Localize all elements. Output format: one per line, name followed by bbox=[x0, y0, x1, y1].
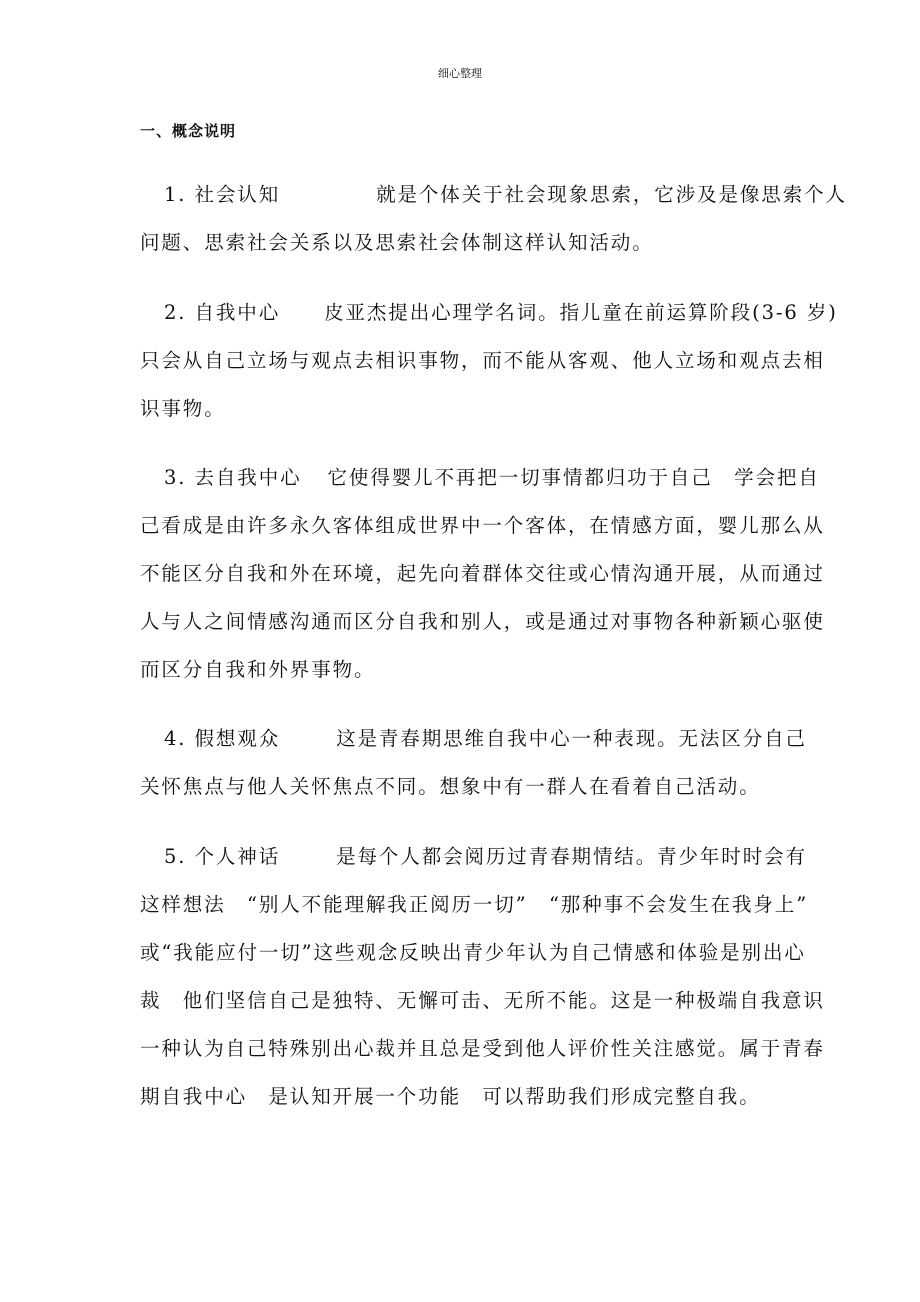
paragraph-4-line-2: 关怀焦点与他人关怀焦点不同。想象中有一群人在看着自己活动。 bbox=[140, 775, 761, 798]
paragraph-5-line-6: 期自我中心 是认知开展一个功能 可以帮助我们形成完整自我。 bbox=[140, 1085, 761, 1108]
definition-text: 皮亚杰提出心理学名词。指儿童在前运算阶段(3-6 岁) bbox=[324, 301, 838, 324]
definition-text: 这是青春期思维自我中心一种表现。无法区分自己 bbox=[336, 727, 807, 750]
paragraph-5-line-5: 一种认为自己特殊别出心裁并且总是受到他人评价性关注感觉。属于青春 bbox=[140, 1037, 825, 1060]
definition-text: 它使得婴儿不再把一切事情都归功于自己 学会把自 bbox=[327, 466, 820, 489]
paragraph-5-line-1 bbox=[164, 845, 807, 869]
paragraph-3-line-2: 己看成是由许多永久客体组成世界中一个客体，在情感方面，婴儿那么从 bbox=[140, 514, 825, 537]
term-label: 2. 自我中心 bbox=[164, 301, 281, 324]
paragraph-3-line-5: 而区分自我和外界事物。 bbox=[140, 658, 376, 681]
paragraph-5-line-3: 或“我能应付一切”这些观念反映出青少年认为自己情感和体验是别出心 bbox=[140, 941, 806, 964]
paragraph-1-line-2: 问题、思索社会关系以及思索社会体制这样认知活动。 bbox=[140, 231, 654, 254]
paragraph-3-line-3: 不能区分自我和外在环境，起先向着群体交往或心情沟通开展，从而通过 bbox=[140, 562, 825, 585]
paragraph-2-line-3: 识事物。 bbox=[140, 397, 226, 420]
term-label: 3. 去自我中心 bbox=[164, 466, 302, 489]
paragraph-5-line-2: 这样想法 “别人不能理解我正阅历一切” “那种事不会发生在我身上” bbox=[140, 893, 809, 916]
term-label: 5. 个人神话 bbox=[164, 845, 281, 868]
paragraph-3-line-1 bbox=[164, 466, 820, 490]
page-header: 细心整理 bbox=[438, 67, 482, 80]
term-label: 4. 假想观众 bbox=[164, 727, 281, 750]
definition-text: 就是个体关于社会现象思索，它涉及是像思索个人 bbox=[376, 183, 847, 206]
section-title: 一、概念说明 bbox=[140, 122, 237, 140]
paragraph-5-line-4: 裁 他们坚信自己是独特、无懈可击、无所不能。这是一种极端自我意识 bbox=[140, 989, 825, 1012]
term-label: 1. 社会认知 bbox=[164, 183, 281, 206]
paragraph-2-line-2: 只会从自己立场与观点去相识事物，而不能从客观、他人立场和观点去相 bbox=[140, 349, 825, 372]
paragraph-2-line-1 bbox=[164, 301, 838, 325]
paragraph-1-line-1 bbox=[164, 183, 847, 207]
paragraph-3-line-4: 人与人之间情感沟通而区分自我和别人，或是通过对事物各种新颖心驱使 bbox=[140, 610, 825, 633]
paragraph-4-line-1 bbox=[164, 727, 807, 751]
definition-text: 是每个人都会阅历过青春期情结。青少年时时会有 bbox=[336, 845, 807, 868]
